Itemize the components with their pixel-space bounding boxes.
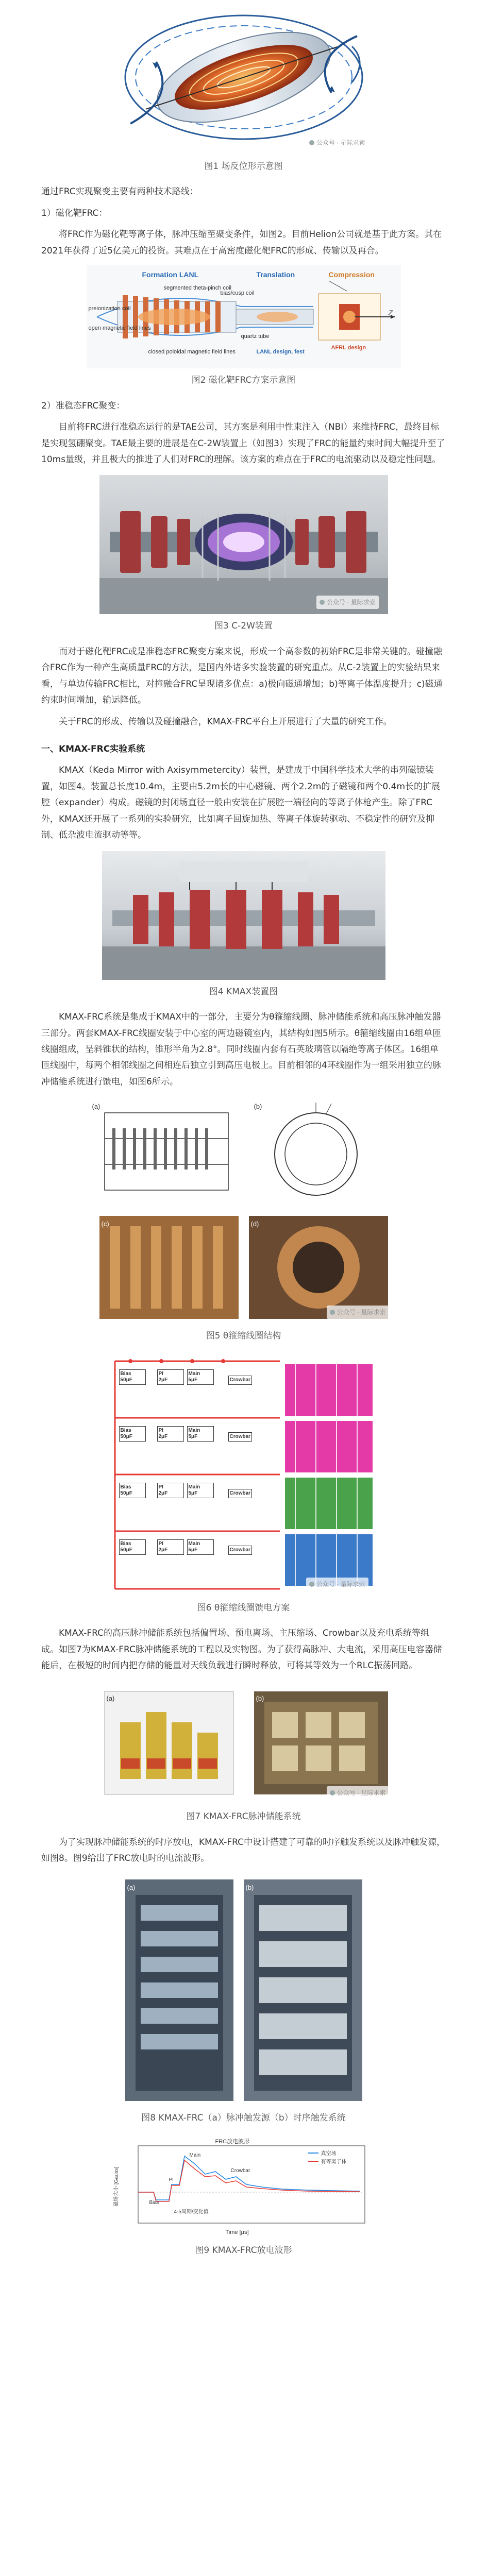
crowbar-box: Crowbar — [228, 1489, 253, 1498]
paragraph: KMAX（Keda Mirror with Axisymmetercity）装置，是建成于中国科学技术大学的串列磁镜装置，如图4。装置总长度10.4m，主要由5.2m长的中心磁镜、两个2.2m的子磁镜和两个0.4m长的扩展腔（expander）构成。磁镜的封闭场直径一般由安装在扩展腔一端径向的等离子体枪产生。除了FRC外，KMAX还开展了一系列的实验研究，比如离子回旋加热、等离子体旋转驱动、不稳定性的研究及抑制、低杂波电流驱动等等。 — [41, 765, 441, 841]
capacitor-label: PI — [158, 1370, 163, 1377]
wechat-icon — [309, 140, 314, 145]
label-d: (d) — [250, 1220, 259, 1228]
label-b: (b) — [256, 1694, 264, 1703]
label-a: (a) — [106, 1694, 115, 1703]
capacitor-box — [187, 1539, 214, 1555]
figure-caption: 图9 KMAX-FRC放电波形 — [195, 2245, 292, 2256]
figure-discharge-waveform — [112, 2136, 375, 2239]
label-lanl-design: LANL design, fest — [256, 349, 305, 355]
figure-magnetized-target-scheme — [87, 265, 401, 368]
figure-caption: 图3 C-2W装置 — [214, 621, 273, 632]
capacitor-label: Bias — [120, 1370, 131, 1377]
c2w-device-photo — [99, 475, 388, 614]
watermark-text: 公众号 · 星际求索 — [326, 599, 376, 606]
plot-title: FRC放电波形 — [215, 2139, 250, 2145]
capacitor-label: Main — [188, 1427, 200, 1433]
label-formation: Formation LANL — [142, 270, 199, 279]
feeding-circuit — [110, 1354, 378, 1596]
legend-item: 真空场 — [321, 2151, 337, 2157]
label-z-axis: Z — [388, 309, 393, 317]
figure-pulse-energy-system — [89, 1681, 398, 1805]
x-axis-label: Time [μs] — [225, 2229, 249, 2236]
figure-kmax-photo — [102, 851, 385, 980]
watermark-text: 公众号 · 星际求索 — [316, 1580, 365, 1588]
paragraph: 通过FRC实现聚变主要有两种技术路线： — [41, 187, 198, 197]
watermark — [327, 1306, 389, 1319]
capacitor-value: 50μF — [120, 1547, 132, 1553]
watermark — [306, 136, 368, 149]
figure-caption: 图7 KMAX-FRC脉冲储能系统 — [186, 1811, 301, 1822]
figure-trigger-system — [120, 1874, 367, 2106]
figure-caption: 图4 KMAX装置图 — [209, 986, 278, 997]
capacitor-value: 5μF — [188, 1433, 198, 1439]
capacitor-box — [157, 1539, 184, 1555]
label-segmented-coil: segmented theta-pinch coil — [163, 285, 231, 292]
capacitor-label: Bias — [120, 1427, 131, 1433]
figure-caption: 图5 θ箍缩线圈结构 — [206, 1331, 281, 1342]
subheading: 1）磁化靶FRC： — [41, 208, 108, 218]
capacitor-value: 50μF — [120, 1433, 132, 1439]
figure-caption: 图6 θ箍缩线圈馈电方案 — [197, 1602, 290, 1613]
label-bias-coil: bias/cusp coil — [220, 290, 255, 297]
figure-c2w-photo — [99, 475, 388, 614]
figure-caption: 图1 场反位形示意图 — [204, 161, 283, 172]
capacitor-label: PI — [158, 1540, 163, 1547]
capacitor-label: Main — [188, 1370, 200, 1377]
figure-theta-coil — [89, 1097, 398, 1324]
paragraph: 为了实现脉冲储能系统的时序放电，KMAX-FRC中设计搭建了可靠的时序触发系统以及脉冲触发源，如图8。图9给出了FRC放电时的电流波形。 — [41, 1837, 445, 1864]
paragraph: 而对于磁化靶FRC或是准稳态FRC聚变方案来说，形成一个高参数的初始FRC是非常关键的。碰撞融合FRC作为一种产生高质量FRC的方法，是国内外诸多实验装置的研究重点。从C-2装置上的实验结果来看，与单边传输FRC相比，对撞融合FRC呈现诸多优点：a)极向磁通增加；b)等离子体温度提升；c)磁通约束时间增加，输运降低。 — [41, 646, 443, 706]
label-afrl-design: AFRL design — [331, 345, 366, 351]
annotation-main: Main — [189, 2153, 201, 2159]
y-axis-label: 磁场大小 [Gauss] — [113, 2166, 119, 2207]
annotation-crowbar: Crowbar — [230, 2168, 250, 2174]
annotation-pi: PI — [169, 2177, 174, 2183]
wechat-icon — [320, 600, 325, 605]
label-quartz-tube: quartz tube — [241, 333, 270, 340]
capacitor-box — [187, 1369, 214, 1385]
capacitor-box — [187, 1483, 214, 1498]
capacitor-value: 2μF — [158, 1490, 168, 1496]
label-compression: Compression — [328, 270, 375, 279]
watermark — [316, 596, 379, 609]
label-open-field-lines: open magnetic field lines — [88, 325, 151, 332]
capacitor-box — [157, 1426, 184, 1442]
capacitor-value: 2μF — [158, 1377, 168, 1383]
wechat-icon — [330, 1790, 335, 1795]
paragraph: KMAX-FRC的高压脉冲储能系统包括偏置场、预电离场、主压缩场、Crowbar以及充电系统等组成。如图7为KMAX-FRC脉冲储能系统的工程以及实物图。为了获得高脉冲、大电流，采用高压电容器储能后，在极短的时间内把存储的能量对天线负载进行瞬时释放，可将其等效为一个RLC振荡回路。 — [41, 1628, 442, 1671]
label-a: (a) — [92, 1103, 100, 1111]
annotation-bias: Bias — [149, 2200, 159, 2206]
label-a: (a) — [127, 1883, 136, 1891]
figure-theta-coil-feeding — [110, 1354, 378, 1596]
capacitor-label: Main — [188, 1484, 200, 1490]
subheading: 2）准稳态FRC聚变： — [41, 400, 125, 411]
label-closed-field-lines: closed poloidal magnetic field lines — [148, 349, 236, 355]
capacitor-value: 2μF — [158, 1547, 168, 1553]
capacitor-value: 5μF — [188, 1490, 198, 1496]
watermark-text: 公众号 · 星际求索 — [337, 1309, 386, 1316]
capacitor-label: PI — [158, 1427, 163, 1433]
crowbar-box: Crowbar — [228, 1376, 253, 1385]
paragraph: KMAX-FRC系统是集成于KMAX中的一部分，主要分为θ箍缩线圈、脉冲储能系统和高压脉冲触发器三部分。两套KMAX-FRC线圈安装于中心室的两边磁镜室内，其结构如图5所示。θ箍缩线圈由16组单匝线圈组成，呈斜锥状的结构，锥形半角为2.8°。同时线圈内套有石英玻璃管以隔绝等离子体区。16组单匝线圈中，每两个相邻线圈之间相连后独立引到高压电极上。目前相邻的4环线圈作为一组采用独立的脉冲储能系统进行馈电，如图6所示。 — [41, 1012, 441, 1087]
capacitor-box — [119, 1539, 146, 1555]
capacitor-box — [187, 1426, 214, 1442]
capacitor-value: 5μF — [188, 1547, 198, 1553]
figure-caption: 图8 KMAX-FRC（a）脉冲触发源（b）时序触发系统 — [141, 2112, 346, 2123]
paragraph: 目前将FRC进行准稳态运行的是TAE公司，其方案是利用中性束注入（NBI）来维持FRC，最终目标是实现氢硼聚变。TAE最主要的进展是在C-2W装置上（如图3）实现了FRC的能量约束时间大幅提升至了10ms量级，并且极大的推进了人们对FRC的理解。该方案的难点在于FRC的电流驱动以及稳定性问题。 — [41, 422, 445, 465]
capacitor-box — [119, 1426, 146, 1442]
paragraph: 关于FRC的形成、传输以及碰撞融合，KMAX-FRC平台上开展进行了大量的研究工作。 — [59, 716, 392, 727]
trigger-system-photo — [120, 1874, 367, 2106]
wechat-icon — [309, 1582, 314, 1587]
watermark-text: 公众号 · 星际求索 — [337, 1789, 386, 1797]
crowbar-box: Crowbar — [228, 1546, 253, 1555]
capacitor-label: Bias — [120, 1484, 131, 1490]
label-b: (b) — [245, 1883, 254, 1891]
kmax-device-photo — [102, 851, 385, 980]
capacitor-box — [119, 1369, 146, 1385]
capacitor-box — [119, 1483, 146, 1498]
capacitor-box — [157, 1369, 184, 1385]
figure-caption: 图2 磁化靶FRC方案示意图 — [191, 375, 296, 386]
capacitor-value: 50μF — [120, 1377, 132, 1383]
watermark-text: 公众号 · 星际求索 — [316, 139, 365, 146]
capacitor-value: 5μF — [188, 1377, 198, 1383]
label-translation: Translation — [256, 270, 295, 279]
theta-coil-structure — [89, 1097, 398, 1324]
crowbar-box: Crowbar — [228, 1432, 253, 1442]
frc-configuration-illustration — [110, 0, 378, 155]
capacitor-value: 2μF — [158, 1433, 168, 1439]
capacitor-value: 50μF — [120, 1490, 132, 1496]
watermark — [327, 1786, 389, 1800]
label-b: (b) — [254, 1103, 262, 1111]
paragraph: 将FRC作为磁化靶等离子体，脉冲压缩至聚变条件，如图2。目前Helion公司就是基于此方案。其在2021年获得了近5亿美元的投资。其难点在于高密度磁化靶FRC的形成、传输以及再合。 — [41, 229, 442, 256]
legend-item: 有等离子体 — [321, 2159, 347, 2165]
label-c: (c) — [101, 1220, 109, 1228]
figure-frc-configuration — [110, 0, 378, 155]
capacitor-box — [157, 1483, 184, 1498]
wechat-icon — [330, 1310, 335, 1315]
label-preionization: preionization coil — [88, 306, 131, 312]
capacitor-label: Main — [188, 1540, 200, 1547]
capacitor-label: Bias — [120, 1540, 131, 1547]
section-heading: 一、KMAX-FRC实验系统 — [41, 744, 145, 754]
capacitor-label: PI — [158, 1484, 163, 1490]
watermark — [306, 1578, 368, 1591]
annotation-period: 4-5周期/变化值 — [174, 2209, 209, 2215]
